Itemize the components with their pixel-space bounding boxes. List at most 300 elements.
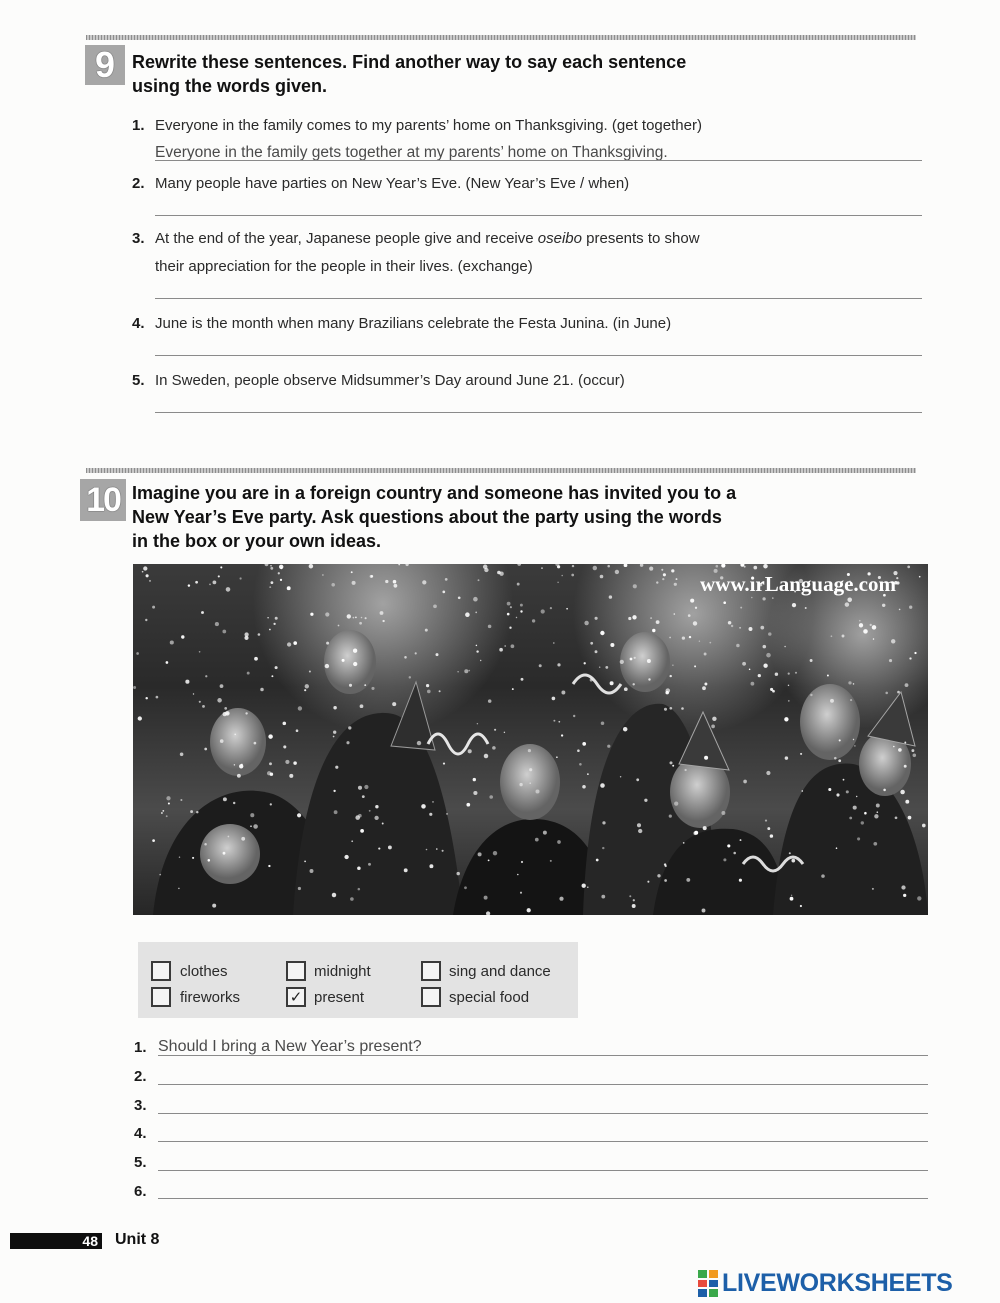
confetti-piece	[458, 596, 461, 599]
confetti-piece	[504, 732, 505, 733]
confetti-piece	[370, 575, 373, 578]
confetti-piece	[656, 581, 658, 583]
answer-input-2[interactable]	[155, 195, 922, 215]
confetti-piece	[457, 671, 458, 672]
confetti-piece	[690, 599, 694, 603]
liveworksheets-logo-icon	[698, 1270, 718, 1297]
confetti-piece	[223, 712, 227, 716]
confetti-piece	[415, 652, 417, 654]
confetti-piece	[859, 620, 861, 622]
confetti-piece	[800, 753, 802, 755]
confetti-piece	[850, 699, 852, 701]
confetti-piece	[436, 848, 438, 850]
confetti-piece	[161, 812, 163, 814]
confetti-piece	[669, 675, 671, 677]
confetti-piece	[465, 612, 470, 617]
confetti-piece	[669, 761, 672, 764]
confetti-piece	[656, 620, 660, 624]
confetti-piece	[217, 698, 222, 703]
confetti-piece	[791, 859, 795, 863]
confetti-piece	[872, 625, 877, 630]
confetti-piece	[633, 899, 635, 901]
confetti-piece	[305, 684, 309, 688]
confetti-piece	[333, 790, 335, 792]
answer-line	[158, 1198, 928, 1199]
person-head	[210, 708, 266, 776]
confetti-piece	[227, 712, 229, 714]
answer-input-4[interactable]	[155, 335, 922, 355]
confetti-piece	[911, 749, 914, 752]
confetti-piece	[683, 842, 685, 844]
confetti-piece	[836, 847, 838, 849]
confetti-piece	[369, 810, 371, 812]
confetti-piece	[669, 637, 671, 639]
confetti-piece	[322, 574, 324, 576]
confetti-piece	[215, 622, 219, 626]
confetti-piece	[743, 780, 747, 784]
confetti-piece	[711, 725, 715, 729]
confetti-piece	[666, 688, 671, 693]
confetti-piece	[593, 566, 597, 570]
confetti-piece	[632, 615, 636, 619]
confetti-piece	[595, 617, 598, 620]
checkbox-sing-and-dance[interactable]	[421, 961, 441, 981]
confetti-piece	[657, 874, 660, 877]
confetti-piece	[917, 896, 921, 900]
item-number: 1.	[132, 117, 145, 134]
confetti-piece	[213, 581, 217, 585]
person-head	[200, 824, 260, 884]
confetti-piece	[601, 895, 605, 899]
section-10-title-line: New Year’s Eve party. Ask questions about the party using the words	[132, 507, 722, 527]
confetti-piece	[805, 607, 807, 609]
confetti-piece	[241, 837, 245, 841]
confetti-piece	[845, 602, 849, 606]
confetti-piece	[362, 795, 365, 798]
confetti-piece	[222, 630, 226, 634]
answer-line	[155, 160, 922, 161]
confetti-piece	[765, 820, 767, 822]
confetti-piece	[788, 685, 789, 686]
confetti-piece	[788, 673, 790, 675]
example-answer: Everyone in the family gets together at my parents’ home on Thanksgiving.	[155, 144, 668, 161]
confetti-piece	[358, 888, 361, 891]
confetti-piece	[673, 613, 675, 615]
confetti-piece	[325, 664, 329, 668]
confetti-piece	[359, 622, 362, 625]
confetti-piece	[392, 702, 396, 706]
confetti-piece	[669, 707, 672, 710]
confetti-piece	[202, 705, 205, 708]
confetti-piece	[275, 617, 278, 620]
checkbox-midnight[interactable]	[286, 961, 306, 981]
confetti-piece	[353, 649, 357, 653]
confetti-piece	[672, 664, 673, 665]
confetti-piece	[484, 896, 488, 900]
confetti-piece	[636, 778, 639, 781]
confetti-piece	[599, 666, 600, 667]
confetti-piece	[190, 810, 193, 813]
confetti-piece	[382, 620, 384, 622]
confetti-piece	[344, 855, 348, 859]
confetti-piece	[204, 748, 207, 751]
confetti-piece	[360, 704, 364, 708]
confetti-piece	[382, 823, 384, 825]
confetti-piece	[240, 577, 242, 579]
confetti-piece	[201, 611, 204, 614]
confetti-piece	[156, 696, 159, 699]
confetti-piece	[854, 745, 856, 747]
confetti-piece	[244, 636, 248, 640]
confetti-piece	[699, 640, 700, 641]
confetti-piece	[529, 782, 530, 783]
confetti-piece	[873, 842, 877, 846]
confetti-piece	[789, 852, 791, 854]
confetti-piece	[610, 643, 614, 647]
confetti-piece	[607, 565, 610, 568]
confetti-piece	[827, 675, 829, 677]
confetti-piece	[876, 804, 880, 808]
confetti-piece	[477, 723, 478, 724]
confetti-piece	[785, 756, 788, 759]
confetti-piece	[600, 575, 604, 579]
confetti-piece	[600, 631, 604, 635]
confetti-piece	[652, 629, 655, 632]
answer-input-3[interactable]	[155, 278, 922, 298]
confetti-piece	[233, 802, 235, 804]
confetti-piece	[883, 789, 886, 792]
confetti-piece	[566, 608, 568, 610]
confetti-piece	[360, 829, 364, 833]
word-label: midnight	[314, 963, 371, 980]
confetti-piece	[298, 706, 302, 710]
confetti-piece	[192, 857, 194, 859]
confetti-piece	[662, 578, 664, 580]
confetti-piece	[224, 707, 227, 710]
confetti-piece	[744, 566, 746, 568]
confetti-piece	[674, 583, 677, 586]
confetti-piece	[446, 813, 448, 815]
confetti-piece	[791, 895, 792, 896]
confetti-piece	[228, 836, 230, 838]
confetti-piece	[709, 642, 711, 644]
confetti-piece	[269, 586, 271, 588]
confetti-piece	[770, 834, 773, 837]
confetti-piece	[753, 566, 757, 570]
confetti-piece	[520, 604, 523, 607]
confetti-piece	[595, 650, 598, 653]
confetti-piece	[468, 749, 472, 753]
confetti-piece	[577, 749, 580, 752]
confetti-piece	[712, 717, 716, 721]
confetti-piece	[882, 604, 885, 607]
confetti-piece	[516, 617, 517, 618]
question-input-2[interactable]	[158, 1064, 928, 1084]
confetti-piece	[195, 581, 198, 584]
confetti-piece	[364, 785, 368, 789]
section-10-title-line: Imagine you are in a foreign country and someone has invited you to a	[132, 483, 737, 503]
confetti-piece	[421, 804, 426, 809]
confetti-piece	[178, 888, 180, 890]
confetti-piece	[193, 693, 194, 694]
confetti-piece	[528, 749, 531, 752]
confetti-piece	[270, 772, 273, 775]
confetti-piece	[572, 565, 574, 567]
confetti-piece	[821, 874, 825, 878]
question-input-6[interactable]	[158, 1178, 928, 1198]
confetti-piece	[297, 813, 301, 817]
confetti-piece	[289, 774, 293, 778]
confetti-piece	[181, 635, 184, 638]
confetti-piece	[539, 664, 542, 667]
confetti-piece	[922, 824, 926, 828]
confetti-piece	[269, 762, 272, 765]
confetti-piece	[665, 865, 667, 867]
confetti-piece	[550, 607, 552, 609]
question-input-4[interactable]	[158, 1121, 928, 1141]
confetti-piece	[483, 565, 487, 569]
confetti-piece	[180, 753, 184, 757]
confetti-piece	[792, 603, 796, 607]
confetti-piece	[775, 672, 778, 675]
confetti-piece	[332, 893, 336, 897]
confetti-piece	[368, 863, 371, 866]
confetti-piece	[287, 642, 291, 646]
confetti-piece	[736, 644, 740, 648]
confetti-piece	[739, 879, 742, 882]
section-9-title-line: Rewrite these sentences. Find another way to say each sentence	[132, 52, 687, 72]
checkbox-present[interactable]	[286, 987, 306, 1007]
answer-line	[155, 412, 922, 413]
confetti-piece	[404, 868, 408, 872]
confetti-piece	[859, 623, 863, 627]
confetti-piece	[795, 672, 797, 674]
confetti-piece	[847, 598, 852, 603]
person-head	[800, 684, 860, 760]
confetti-piece	[663, 573, 666, 576]
confetti-piece	[199, 651, 201, 653]
confetti-piece	[831, 635, 833, 637]
section-9-title-line: using the words given.	[132, 76, 328, 96]
confetti-piece	[253, 824, 258, 829]
confetti-piece	[830, 699, 834, 703]
confetti-piece	[674, 801, 678, 805]
confetti-piece	[433, 604, 437, 608]
confetti-piece	[535, 789, 539, 793]
confetti-piece	[475, 612, 477, 614]
checkbox-fireworks[interactable]	[151, 987, 171, 1007]
confetti-piece	[739, 627, 741, 629]
confetti-piece	[204, 843, 207, 846]
confetti-piece	[843, 779, 845, 781]
confetti-piece	[609, 595, 612, 598]
confetti-piece	[358, 786, 362, 790]
person-head	[500, 744, 560, 820]
confetti-piece	[582, 742, 586, 746]
confetti-piece	[672, 765, 674, 767]
exercise-item	[132, 371, 625, 391]
confetti-piece	[473, 778, 476, 781]
confetti-piece	[517, 874, 519, 876]
confetti-piece	[310, 869, 314, 873]
confetti-piece	[740, 839, 742, 841]
party-photo	[133, 564, 928, 915]
confetti-piece	[350, 897, 354, 901]
confetti-piece	[751, 682, 755, 686]
confetti-piece	[488, 699, 492, 703]
confetti-piece	[605, 666, 608, 669]
confetti-piece	[273, 623, 275, 625]
confetti-piece	[550, 860, 552, 862]
answer-line	[158, 1084, 928, 1085]
confetti-piece	[702, 909, 706, 913]
confetti-piece	[842, 635, 845, 638]
confetti-piece	[365, 617, 367, 619]
answer-input-5[interactable]	[155, 392, 922, 412]
confetti-piece	[394, 584, 398, 588]
confetti-piece	[223, 797, 227, 801]
question-number: 1.	[134, 1039, 147, 1056]
confetti-piece	[333, 706, 336, 709]
person-head	[620, 632, 670, 692]
confetti-piece	[703, 826, 707, 830]
confetti-piece	[476, 650, 478, 652]
confetti-piece	[669, 815, 672, 818]
confetti-piece	[334, 810, 338, 814]
confetti-piece	[553, 642, 555, 644]
answer-line	[155, 215, 922, 216]
confetti-piece	[907, 566, 910, 569]
confetti-piece	[762, 597, 765, 600]
item-number: 5.	[132, 372, 145, 389]
confetti-piece	[723, 858, 726, 861]
answer-line	[158, 1113, 928, 1114]
confetti-piece	[271, 581, 274, 584]
confetti-piece	[258, 633, 261, 636]
confetti-piece	[689, 636, 691, 638]
confetti-piece	[889, 659, 892, 662]
answer-line	[155, 355, 922, 356]
word-label: present	[314, 989, 365, 1006]
confetti-piece	[870, 624, 872, 626]
confetti-piece	[751, 597, 753, 599]
confetti-piece	[205, 675, 207, 677]
confetti-piece	[393, 580, 397, 584]
confetti-piece	[535, 838, 539, 842]
confetti-piece	[510, 606, 512, 608]
confetti-piece	[901, 885, 905, 889]
confetti-piece	[904, 765, 907, 768]
question-number: 2.	[134, 1068, 147, 1085]
confetti-piece	[624, 687, 628, 691]
confetti-piece	[722, 564, 725, 567]
confetti-piece	[342, 659, 345, 662]
confetti-piece	[763, 564, 768, 568]
confetti-piece	[828, 788, 831, 791]
confetti-piece	[346, 741, 349, 744]
confetti-piece	[913, 754, 917, 758]
confetti-piece	[716, 565, 719, 568]
confetti-piece	[704, 756, 708, 760]
confetti-piece	[810, 694, 812, 696]
section-10-number: 10	[80, 479, 126, 521]
section-9-number: 9	[85, 45, 125, 85]
confetti-piece	[338, 625, 340, 627]
confetti-piece	[590, 678, 593, 681]
item-text: presents to show	[581, 230, 700, 247]
confetti-piece	[208, 859, 211, 862]
confetti-piece	[527, 908, 531, 912]
confetti-piece	[749, 669, 751, 671]
confetti-piece	[557, 663, 560, 666]
confetti-piece	[899, 609, 901, 611]
confetti-piece	[556, 756, 558, 758]
confetti-piece	[152, 606, 155, 609]
confetti-piece	[432, 801, 434, 803]
question-number: 3.	[134, 1097, 147, 1114]
confetti-piece	[579, 763, 582, 766]
confetti-piece	[864, 812, 867, 815]
confetti-piece	[684, 769, 686, 771]
section-10-title	[132, 481, 736, 553]
confetti-piece	[351, 571, 353, 573]
confetti-piece	[138, 716, 142, 720]
confetti-piece	[234, 764, 235, 765]
section-9-title	[132, 50, 686, 98]
item-text: In Sweden, people observe Midsummer’s Day around June 21. (occur)	[155, 372, 625, 389]
confetti-piece	[380, 611, 384, 615]
confetti-piece	[543, 831, 547, 835]
confetti-piece	[885, 692, 888, 695]
confetti-piece	[507, 602, 511, 606]
confetti-piece	[237, 774, 241, 778]
confetti-piece	[199, 701, 201, 703]
item-text-line-2: their appreciation for the people in their lives. (exchange)	[155, 258, 533, 275]
confetti-piece	[270, 567, 273, 570]
checkbox-clothes[interactable]	[151, 961, 171, 981]
confetti-piece	[557, 582, 558, 583]
confetti-piece	[607, 745, 610, 748]
answer-line	[158, 1055, 928, 1056]
exercise-item	[132, 116, 702, 136]
confetti-piece	[422, 580, 426, 584]
confetti-piece	[298, 887, 301, 890]
confetti-piece	[166, 796, 170, 800]
confetti-piece	[561, 575, 563, 577]
confetti-piece	[358, 814, 362, 818]
confetti-piece	[810, 659, 813, 662]
confetti-piece	[686, 878, 690, 882]
confetti-piece	[218, 575, 220, 577]
confetti-piece	[325, 612, 329, 616]
confetti-piece	[800, 905, 802, 907]
confetti-piece	[661, 569, 663, 571]
confetti-piece	[573, 715, 575, 717]
word-label: sing and dance	[449, 963, 551, 980]
exercise-item	[132, 174, 629, 194]
confetti-piece	[442, 850, 444, 852]
item-number: 3.	[132, 230, 145, 247]
confetti-piece	[634, 657, 636, 659]
confetti-piece	[159, 874, 161, 876]
confetti-piece	[136, 652, 139, 655]
question-input-3[interactable]	[158, 1093, 928, 1113]
confetti-piece	[590, 642, 593, 645]
confetti-piece	[464, 669, 468, 673]
question-input-5[interactable]	[158, 1150, 928, 1170]
checkbox-special-food[interactable]	[421, 987, 441, 1007]
confetti-piece	[596, 859, 599, 862]
